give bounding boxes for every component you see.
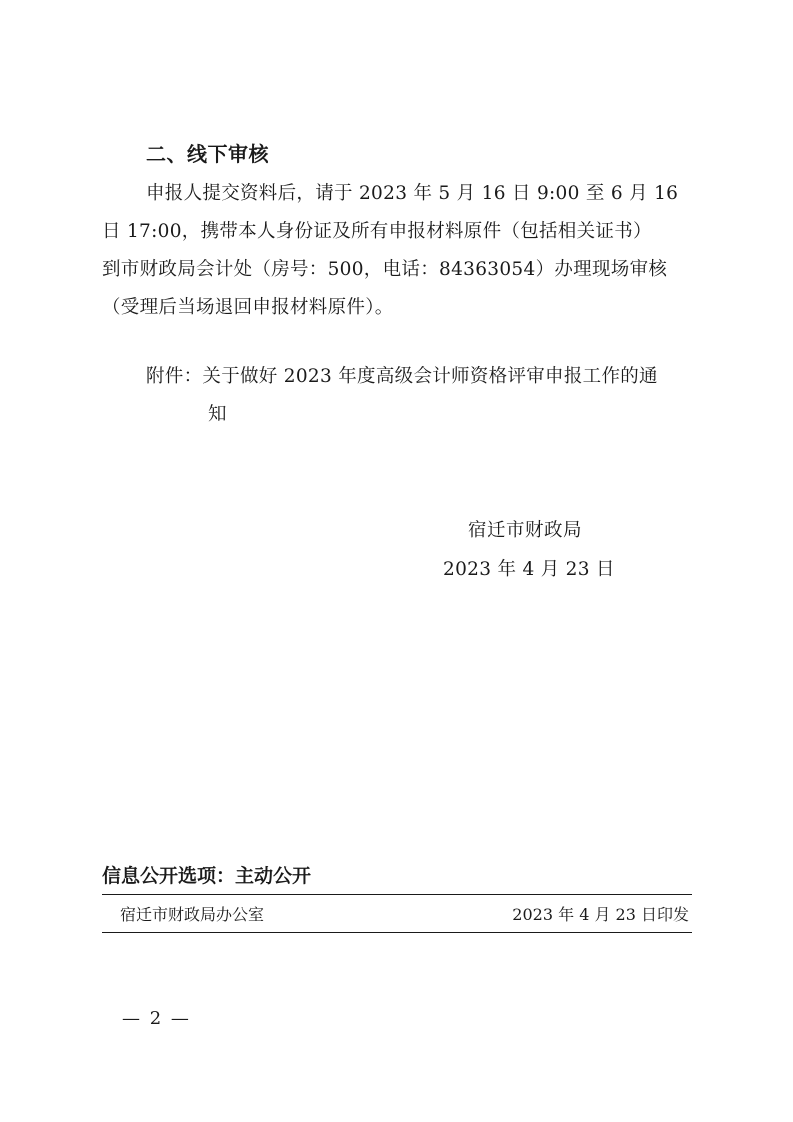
footer-issuer: 宿迁市财政局办公室: [120, 905, 265, 924]
body-paragraph: [102, 175, 694, 327]
paragraph-line: 到市财政局会计处（房号：500，电话：84363054）办理现场审核: [102, 259, 668, 280]
signature-org: 宿迁市财政局: [468, 520, 583, 541]
footer-rule-bottom: [102, 932, 692, 933]
signature-date: 2023 年 4 月 23 日: [443, 559, 615, 580]
paragraph-line: 申报人提交资料后，请于 2023 年 5 月 16 日 9:00 至 6 月 16: [146, 183, 679, 204]
paragraph-line: 日 17:00，携带本人身份证及所有申报材料原件（包括相关证书）: [102, 221, 652, 242]
paragraph-line: （受理后当场退回申报材料原件）。: [102, 297, 394, 318]
page-number: — 2 —: [122, 1008, 191, 1029]
attachment-note: [146, 358, 658, 434]
footer-print-date: 2023 年 4 月 23 日印发: [512, 905, 689, 924]
section-heading: 二、线下审核: [146, 142, 269, 166]
disclosure-option: 信息公开选项：主动公开: [102, 865, 312, 887]
attachment-line-continued: 知: [208, 404, 227, 425]
attachment-line: 附件：关于做好 2023 年度高级会计师资格评审申报工作的通: [146, 366, 658, 387]
footer-rule-top: [102, 894, 692, 895]
